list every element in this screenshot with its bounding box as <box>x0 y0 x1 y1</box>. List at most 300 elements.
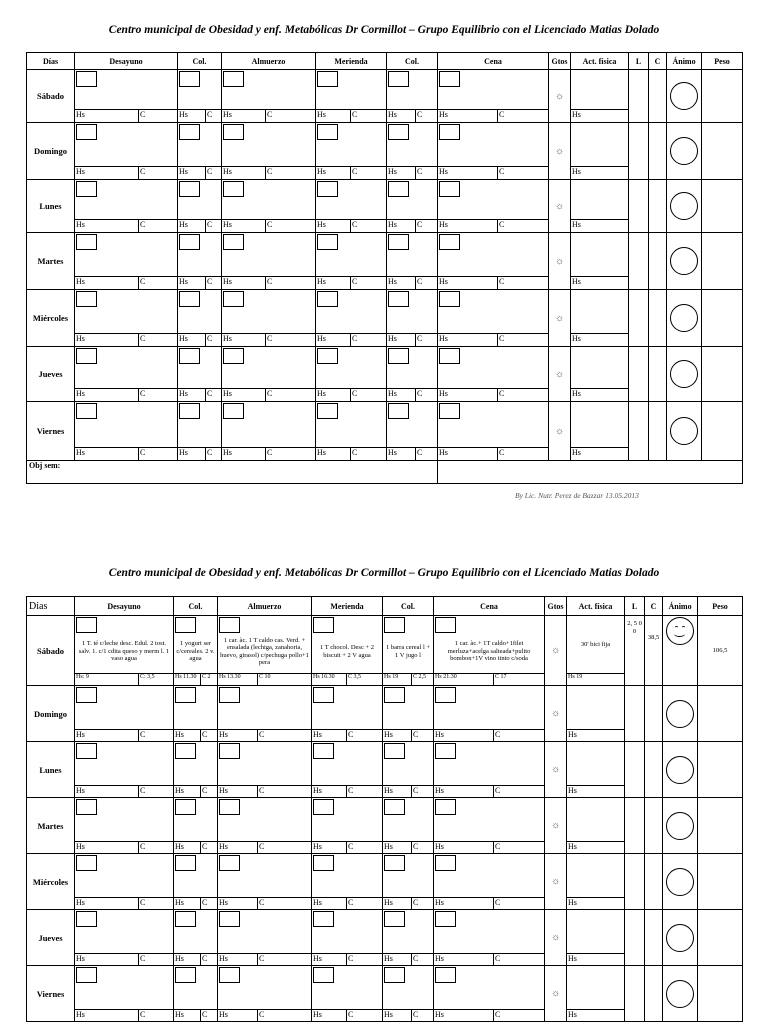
peso-cell[interactable]: 106,5 <box>698 616 743 686</box>
l-cell[interactable] <box>629 402 649 461</box>
peso-cell[interactable] <box>698 910 743 966</box>
col2-entry[interactable] <box>387 347 438 389</box>
almuerzo-hs[interactable]: Hs <box>222 389 266 402</box>
cena-c[interactable]: C <box>494 730 545 742</box>
merienda-hs[interactable]: Hs <box>312 898 347 910</box>
cena-c[interactable]: C <box>498 277 549 290</box>
animo-cell[interactable] <box>663 854 698 910</box>
almuerzo-checkbox[interactable] <box>223 291 244 307</box>
cena-checkbox[interactable] <box>439 348 460 364</box>
desayuno-hs[interactable]: Hs <box>75 1010 139 1022</box>
desayuno-entry[interactable] <box>75 854 174 898</box>
desayuno-checkbox[interactable] <box>76 967 97 983</box>
col1-c[interactable]: C <box>201 898 218 910</box>
merienda-entry[interactable] <box>316 70 387 110</box>
cena-hs[interactable]: Hs <box>438 220 498 233</box>
almuerzo-checkbox[interactable] <box>223 403 244 419</box>
col2-entry[interactable] <box>387 70 438 110</box>
col1-entry[interactable] <box>174 798 218 842</box>
animo-cell[interactable] <box>667 180 702 233</box>
peso-cell[interactable] <box>698 798 743 854</box>
l-cell[interactable] <box>625 966 645 1022</box>
desayuno-hs[interactable]: Hs <box>75 334 139 347</box>
desayuno-checkbox[interactable] <box>76 687 97 703</box>
peso-cell[interactable] <box>698 742 743 798</box>
desayuno-c[interactable]: C <box>139 1010 174 1022</box>
merienda-hs[interactable]: Hs <box>316 334 351 347</box>
col1-checkbox[interactable] <box>179 291 200 307</box>
l-cell[interactable] <box>629 123 649 180</box>
col1-entry[interactable] <box>174 742 218 786</box>
mood-circle-icon[interactable] <box>670 192 698 220</box>
l-cell[interactable] <box>629 347 649 402</box>
cena-checkbox[interactable] <box>439 71 460 87</box>
col2-checkbox[interactable] <box>388 71 409 87</box>
desayuno-hs[interactable]: Hs: 9 <box>75 674 139 686</box>
merienda-checkbox[interactable] <box>317 124 338 140</box>
merienda-entry[interactable] <box>312 798 383 842</box>
cena-entry[interactable] <box>438 347 549 389</box>
merienda-hs[interactable]: Hs <box>316 220 351 233</box>
c-cell[interactable] <box>649 290 667 347</box>
col1-c[interactable]: C <box>206 167 222 180</box>
act-fisica-hs[interactable]: Hs <box>571 167 629 180</box>
col1-c[interactable]: C 2 <box>201 674 218 686</box>
desayuno-c[interactable]: C <box>139 954 174 966</box>
col1-entry[interactable] <box>178 180 222 220</box>
almuerzo-hs[interactable]: Hs <box>222 110 266 123</box>
cena-checkbox[interactable] <box>435 617 456 633</box>
col1-checkbox[interactable] <box>175 743 196 759</box>
merienda-hs[interactable]: Hs <box>316 389 351 402</box>
desayuno-checkbox[interactable] <box>76 348 97 364</box>
col1-checkbox[interactable] <box>175 687 196 703</box>
act-fisica-hs[interactable]: Hs <box>571 220 629 233</box>
cena-c[interactable]: C <box>494 898 545 910</box>
objective-field[interactable] <box>438 461 743 484</box>
almuerzo-entry[interactable] <box>218 616 312 674</box>
desayuno-hs[interactable]: Hs <box>75 220 139 233</box>
c-cell[interactable] <box>645 910 663 966</box>
col1-c[interactable]: C <box>206 389 222 402</box>
desayuno-checkbox[interactable] <box>76 617 97 633</box>
col2-checkbox[interactable] <box>384 799 405 815</box>
desayuno-entry[interactable] <box>75 180 178 220</box>
animo-cell[interactable] <box>667 290 702 347</box>
l-cell[interactable]: 2, 5 0 0 <box>625 616 645 686</box>
peso-cell[interactable] <box>702 123 743 180</box>
objective-label[interactable]: Obj sem: <box>27 461 438 484</box>
animo-cell[interactable] <box>667 233 702 290</box>
almuerzo-entry[interactable] <box>218 966 312 1010</box>
desayuno-c[interactable]: C <box>139 842 174 854</box>
col2-entry[interactable] <box>387 233 438 277</box>
desayuno-c[interactable]: C <box>139 167 178 180</box>
cena-c[interactable]: C <box>498 334 549 347</box>
col1-entry[interactable] <box>178 123 222 167</box>
col2-c[interactable]: C <box>412 842 434 854</box>
almuerzo-hs[interactable]: Hs <box>222 277 266 290</box>
almuerzo-checkbox[interactable] <box>223 234 244 250</box>
col1-entry[interactable] <box>178 233 222 277</box>
act-fisica-entry[interactable] <box>567 798 625 842</box>
merienda-checkbox[interactable] <box>313 855 334 871</box>
cena-checkbox[interactable] <box>435 799 456 815</box>
merienda-entry[interactable] <box>316 347 387 389</box>
mood-circle-icon[interactable] <box>670 247 698 275</box>
c-cell[interactable] <box>649 180 667 233</box>
col1-entry[interactable] <box>174 686 218 730</box>
col2-hs[interactable]: Hs 19 <box>383 674 412 686</box>
col1-hs[interactable]: Hs <box>178 167 206 180</box>
col2-hs[interactable]: Hs <box>387 334 416 347</box>
merienda-checkbox[interactable] <box>317 71 338 87</box>
peso-cell[interactable] <box>702 233 743 290</box>
cena-entry[interactable] <box>438 123 549 167</box>
act-fisica-entry[interactable] <box>567 686 625 730</box>
act-fisica-entry[interactable] <box>571 233 629 277</box>
col1-checkbox[interactable] <box>179 403 200 419</box>
desayuno-c[interactable]: C <box>139 786 174 798</box>
col1-checkbox[interactable] <box>179 181 200 197</box>
desayuno-hs[interactable]: Hs <box>75 730 139 742</box>
cena-hs[interactable]: Hs <box>434 954 494 966</box>
almuerzo-checkbox[interactable] <box>223 124 244 140</box>
almuerzo-entry[interactable] <box>222 347 316 389</box>
act-fisica-entry[interactable] <box>571 123 629 167</box>
almuerzo-checkbox[interactable] <box>219 911 240 927</box>
act-fisica-hs[interactable]: Hs 19 <box>567 674 625 686</box>
animo-cell[interactable] <box>663 910 698 966</box>
almuerzo-c[interactable]: C <box>258 786 312 798</box>
peso-cell[interactable] <box>702 70 743 123</box>
gtos-mark[interactable]: ☼ <box>545 854 567 910</box>
act-fisica-hs[interactable]: Hs <box>567 954 625 966</box>
desayuno-checkbox[interactable] <box>76 911 97 927</box>
desayuno-entry[interactable] <box>75 347 178 389</box>
c-cell[interactable]: 38,5 <box>645 616 663 686</box>
almuerzo-c[interactable]: C <box>258 954 312 966</box>
merienda-hs[interactable]: Hs <box>312 1010 347 1022</box>
cena-hs[interactable]: Hs <box>438 167 498 180</box>
c-cell[interactable] <box>645 742 663 798</box>
gtos-mark[interactable]: ☼ <box>545 910 567 966</box>
cena-entry[interactable] <box>434 686 545 730</box>
merienda-hs[interactable]: Hs <box>316 110 351 123</box>
act-fisica-entry[interactable] <box>567 616 625 674</box>
col2-hs[interactable]: Hs <box>387 167 416 180</box>
col2-entry[interactable] <box>387 290 438 334</box>
act-fisica-hs[interactable]: Hs <box>567 842 625 854</box>
gtos-mark[interactable]: ☼ <box>549 180 571 233</box>
act-fisica-hs[interactable]: Hs <box>571 334 629 347</box>
desayuno-hs[interactable]: Hs <box>75 954 139 966</box>
desayuno-entry[interactable] <box>75 402 178 448</box>
cena-entry[interactable] <box>434 798 545 842</box>
merienda-c[interactable]: C <box>351 448 387 461</box>
c-cell[interactable] <box>649 70 667 123</box>
almuerzo-checkbox[interactable] <box>223 181 244 197</box>
gtos-mark[interactable]: ☼ <box>549 123 571 180</box>
col1-entry[interactable] <box>174 966 218 1010</box>
l-cell[interactable] <box>625 854 645 910</box>
desayuno-checkbox[interactable] <box>76 181 97 197</box>
almuerzo-hs[interactable]: Hs <box>222 167 266 180</box>
col1-hs[interactable]: Hs <box>174 1010 201 1022</box>
peso-cell[interactable] <box>698 966 743 1022</box>
col2-c[interactable]: C <box>412 954 434 966</box>
merienda-c[interactable]: C <box>347 1010 383 1022</box>
desayuno-checkbox[interactable] <box>76 403 97 419</box>
merienda-checkbox[interactable] <box>313 743 334 759</box>
peso-cell[interactable] <box>698 686 743 742</box>
almuerzo-c[interactable]: C <box>258 898 312 910</box>
gtos-mark[interactable]: ☼ <box>549 233 571 290</box>
c-cell[interactable] <box>649 233 667 290</box>
desayuno-c[interactable]: C <box>139 898 174 910</box>
almuerzo-c[interactable]: C <box>258 1010 312 1022</box>
col1-checkbox[interactable] <box>179 71 200 87</box>
col2-hs[interactable]: Hs <box>387 110 416 123</box>
l-cell[interactable] <box>629 70 649 123</box>
almuerzo-entry[interactable] <box>222 70 316 110</box>
c-cell[interactable] <box>645 686 663 742</box>
merienda-c[interactable]: C <box>347 786 383 798</box>
desayuno-c[interactable]: C <box>139 220 178 233</box>
col2-entry[interactable] <box>383 798 434 842</box>
merienda-c[interactable]: C <box>351 389 387 402</box>
c-cell[interactable] <box>645 798 663 854</box>
cena-hs[interactable]: Hs <box>434 786 494 798</box>
gtos-mark[interactable]: ☼ <box>549 347 571 402</box>
mood-circle-icon[interactable] <box>666 924 694 952</box>
merienda-c[interactable]: C <box>351 110 387 123</box>
cena-c[interactable]: C <box>494 1010 545 1022</box>
l-cell[interactable] <box>625 910 645 966</box>
col1-hs[interactable]: Hs <box>174 786 201 798</box>
gtos-mark[interactable]: ☼ <box>549 402 571 461</box>
desayuno-entry[interactable] <box>75 910 174 954</box>
merienda-hs[interactable]: Hs <box>316 167 351 180</box>
cena-checkbox[interactable] <box>435 743 456 759</box>
cena-entry[interactable] <box>438 402 549 448</box>
col1-c[interactable]: C <box>206 277 222 290</box>
merienda-c[interactable]: C <box>351 220 387 233</box>
desayuno-checkbox[interactable] <box>76 291 97 307</box>
merienda-c[interactable]: C <box>347 842 383 854</box>
desayuno-entry[interactable] <box>75 233 178 277</box>
col2-c[interactable]: C <box>412 1010 434 1022</box>
merienda-hs[interactable]: Hs 16.30 <box>312 674 347 686</box>
almuerzo-c[interactable]: C <box>258 730 312 742</box>
almuerzo-checkbox[interactable] <box>219 855 240 871</box>
mood-circle-icon[interactable] <box>666 812 694 840</box>
merienda-checkbox[interactable] <box>313 617 334 633</box>
cena-hs[interactable]: Hs <box>438 334 498 347</box>
col1-hs[interactable]: Hs <box>178 448 206 461</box>
col2-checkbox[interactable] <box>388 291 409 307</box>
almuerzo-c[interactable]: C <box>258 842 312 854</box>
desayuno-hs[interactable]: Hs <box>75 277 139 290</box>
cena-hs[interactable]: Hs <box>434 898 494 910</box>
col2-c[interactable]: C <box>416 448 438 461</box>
almuerzo-c[interactable]: C <box>266 110 316 123</box>
cena-entry[interactable] <box>438 180 549 220</box>
col1-hs[interactable]: Hs <box>174 954 201 966</box>
almuerzo-c[interactable]: C <box>266 448 316 461</box>
peso-cell[interactable] <box>702 290 743 347</box>
mood-circle-icon[interactable] <box>670 360 698 388</box>
almuerzo-c[interactable]: C <box>266 389 316 402</box>
act-fisica-hs[interactable]: Hs <box>571 389 629 402</box>
col1-c[interactable]: C <box>206 110 222 123</box>
cena-hs[interactable]: Hs <box>438 277 498 290</box>
cena-checkbox[interactable] <box>435 855 456 871</box>
col1-c[interactable]: C <box>206 334 222 347</box>
act-fisica-entry[interactable] <box>571 347 629 389</box>
mood-circle-icon[interactable] <box>666 756 694 784</box>
merienda-checkbox[interactable] <box>313 687 334 703</box>
almuerzo-entry[interactable] <box>218 910 312 954</box>
col2-checkbox[interactable] <box>384 911 405 927</box>
almuerzo-c[interactable]: C <box>266 167 316 180</box>
merienda-entry[interactable] <box>312 616 383 674</box>
desayuno-hs[interactable]: Hs <box>75 448 139 461</box>
almuerzo-entry[interactable] <box>222 402 316 448</box>
cena-hs[interactable]: Hs <box>438 448 498 461</box>
peso-cell[interactable] <box>702 347 743 402</box>
desayuno-c[interactable]: C: 3,5 <box>139 674 174 686</box>
animo-cell[interactable] <box>663 616 698 686</box>
c-cell[interactable] <box>649 347 667 402</box>
act-fisica-entry[interactable] <box>567 910 625 954</box>
desayuno-entry[interactable] <box>75 70 178 110</box>
cena-c[interactable]: C <box>498 167 549 180</box>
merienda-checkbox[interactable] <box>313 911 334 927</box>
c-cell[interactable] <box>649 402 667 461</box>
l-cell[interactable] <box>629 180 649 233</box>
almuerzo-hs[interactable]: Hs <box>222 448 266 461</box>
merienda-c[interactable]: C <box>347 898 383 910</box>
merienda-hs[interactable]: Hs <box>316 448 351 461</box>
cena-hs[interactable]: Hs <box>434 842 494 854</box>
l-cell[interactable] <box>625 742 645 798</box>
merienda-hs[interactable]: Hs <box>316 277 351 290</box>
act-fisica-entry[interactable] <box>571 70 629 110</box>
col2-c[interactable]: C <box>412 730 434 742</box>
col2-c[interactable]: C <box>416 167 438 180</box>
col2-c[interactable]: C <box>412 898 434 910</box>
cena-entry[interactable] <box>434 910 545 954</box>
peso-cell[interactable] <box>702 180 743 233</box>
desayuno-hs[interactable]: Hs <box>75 842 139 854</box>
mood-circle-icon[interactable] <box>666 868 694 896</box>
desayuno-entry[interactable] <box>75 966 174 1010</box>
col2-hs[interactable]: Hs <box>383 842 412 854</box>
desayuno-hs[interactable]: Hs <box>75 389 139 402</box>
col1-c[interactable]: C <box>201 730 218 742</box>
col2-checkbox[interactable] <box>384 687 405 703</box>
desayuno-c[interactable]: C <box>139 110 178 123</box>
col2-c[interactable]: C <box>412 786 434 798</box>
almuerzo-checkbox[interactable] <box>219 617 240 633</box>
desayuno-checkbox[interactable] <box>76 71 97 87</box>
merienda-entry[interactable] <box>316 180 387 220</box>
merienda-entry[interactable] <box>312 686 383 730</box>
smiley-face-icon[interactable] <box>666 617 694 645</box>
cena-c[interactable]: C <box>498 110 549 123</box>
cena-c[interactable]: C <box>498 389 549 402</box>
act-fisica-entry[interactable] <box>567 742 625 786</box>
col2-c[interactable]: C <box>416 334 438 347</box>
cena-c[interactable]: C <box>494 954 545 966</box>
cena-checkbox[interactable] <box>435 967 456 983</box>
col1-hs[interactable]: Hs 11.30 <box>174 674 201 686</box>
c-cell[interactable] <box>645 966 663 1022</box>
almuerzo-entry[interactable] <box>222 233 316 277</box>
desayuno-checkbox[interactable] <box>76 234 97 250</box>
c-cell[interactable] <box>645 854 663 910</box>
col1-entry[interactable] <box>174 616 218 674</box>
act-fisica-entry[interactable] <box>571 290 629 334</box>
cena-entry[interactable] <box>438 290 549 334</box>
col1-c[interactable]: C <box>201 954 218 966</box>
col2-c[interactable]: C <box>416 389 438 402</box>
l-cell[interactable] <box>625 798 645 854</box>
l-cell[interactable] <box>625 686 645 742</box>
almuerzo-checkbox[interactable] <box>219 687 240 703</box>
col1-checkbox[interactable] <box>175 617 196 633</box>
col2-hs[interactable]: Hs <box>387 448 416 461</box>
col1-c[interactable]: C <box>201 786 218 798</box>
merienda-hs[interactable]: Hs <box>312 842 347 854</box>
cena-entry[interactable] <box>438 70 549 110</box>
col1-entry[interactable] <box>174 854 218 898</box>
col2-entry[interactable] <box>387 123 438 167</box>
merienda-hs[interactable]: Hs <box>312 730 347 742</box>
col2-hs[interactable]: Hs <box>383 786 412 798</box>
desayuno-c[interactable]: C <box>139 334 178 347</box>
col2-checkbox[interactable] <box>388 181 409 197</box>
col1-checkbox[interactable] <box>175 799 196 815</box>
merienda-checkbox[interactable] <box>313 967 334 983</box>
act-fisica-hs[interactable]: Hs <box>571 277 629 290</box>
act-fisica-entry[interactable] <box>571 402 629 448</box>
almuerzo-checkbox[interactable] <box>219 967 240 983</box>
desayuno-entry[interactable] <box>75 616 174 674</box>
act-fisica-entry[interactable] <box>567 854 625 898</box>
col2-entry[interactable] <box>383 854 434 898</box>
almuerzo-checkbox[interactable] <box>223 71 244 87</box>
col1-c[interactable]: C <box>201 842 218 854</box>
col1-c[interactable]: C <box>206 220 222 233</box>
almuerzo-hs[interactable]: Hs <box>222 334 266 347</box>
col1-checkbox[interactable] <box>179 124 200 140</box>
mood-circle-icon[interactable] <box>670 304 698 332</box>
cena-c[interactable]: C <box>498 448 549 461</box>
almuerzo-hs[interactable]: Hs <box>218 898 258 910</box>
col2-entry[interactable] <box>383 910 434 954</box>
col2-entry[interactable] <box>387 402 438 448</box>
cena-hs[interactable]: Hs <box>434 1010 494 1022</box>
gtos-mark[interactable]: ☼ <box>545 616 567 686</box>
col2-entry[interactable] <box>387 180 438 220</box>
desayuno-c[interactable]: C <box>139 389 178 402</box>
gtos-mark[interactable]: ☼ <box>545 966 567 1022</box>
merienda-c[interactable]: C <box>351 167 387 180</box>
merienda-entry[interactable] <box>316 123 387 167</box>
desayuno-checkbox[interactable] <box>76 124 97 140</box>
